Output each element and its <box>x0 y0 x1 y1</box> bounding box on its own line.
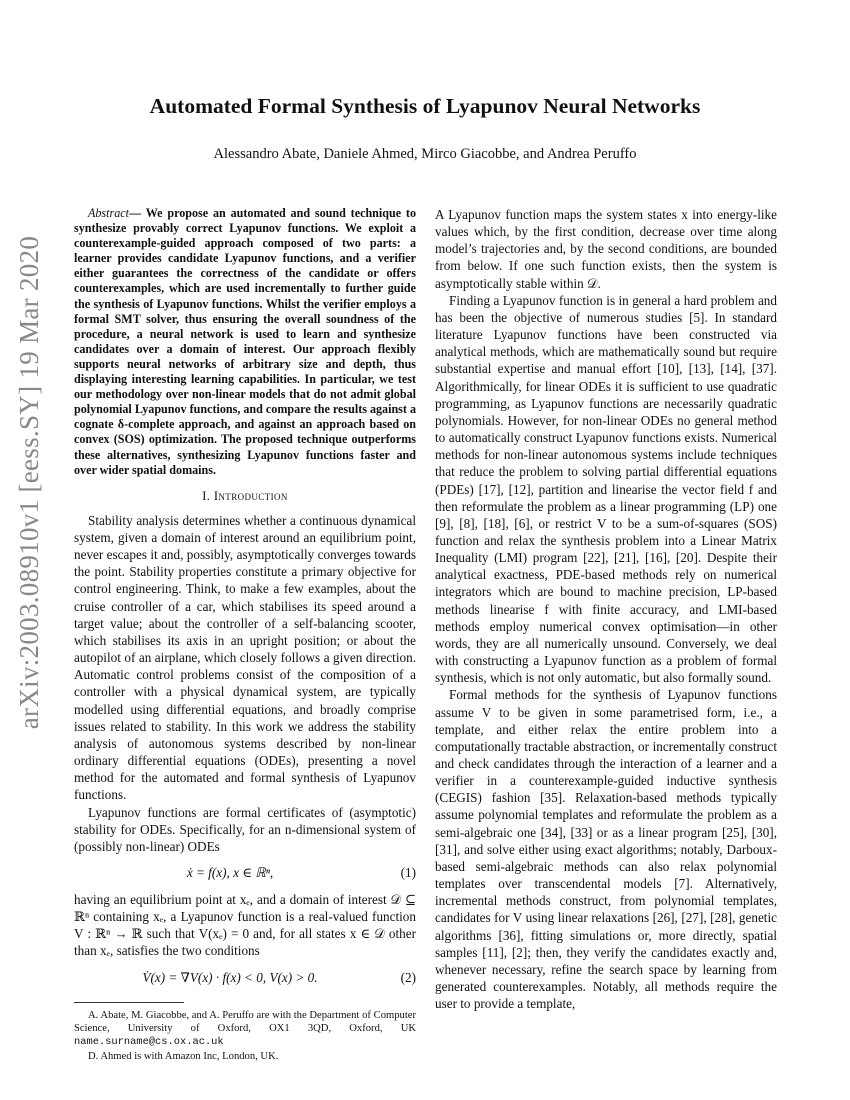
footnote-affiliation-text: A. Abate, M. Giacobbe, and A. Peruffo are with the Department of Computer Science, University of Oxford, OX1 3QD, Oxford, UK <box>74 1009 416 1034</box>
arxiv-side-stamp <box>4 235 56 730</box>
equation-1-number: (1) <box>400 865 416 881</box>
equation-1 <box>74 861 416 885</box>
section-number: I. <box>202 488 211 503</box>
section-heading-introduction <box>74 488 416 505</box>
right-paragraph-2: Finding a Lyapunov function is in general a hard problem and has been the objective of numerous studies [5]. In standard literature Lyapunov functions have been constructed via analytical methods, which are mathematically sound but require substantial expertise and manual effort [10], [13], [14], [37]. Algorithmically, for linear ODEs it is sufficient to use quadratic programming, as Lyapunov functions are necessarily quadratic polynomials. However, for non-linear ODEs no general method to automatically construct Lyapunov functions exists. Numerical methods for non-linear autonomous systems include techniques that reduce the problem to solving partial differential equations (PDEs) [17], [12], partition and linearise the vector field f and then reformulate the problem as a linear programming (LP) one [9], [8], [18], [6], or restrict V to be a sum-of-squares (SOS) function and relax the synthesis problem into a Linear Matrix Inequality (LMI) program [22], [21], [16], [20]. Despite their analytical exactness, PDE-based methods rely on numerical integrators which are bound to machine precision, LP-based methods linearise f with finite accuracy, and LMI-based methods employ numerical convex optimisation—in other words, they are all numerically unsound. Conversely, we deal with constructing a Lyapunov function as a problem of formal synthesis, which is not only automatic, but also formally sound. <box>435 292 777 686</box>
footnotes <box>74 1009 416 1063</box>
equation-1-body: ẋ = f(x), x ∈ ℝⁿ, <box>186 865 274 881</box>
paper-authors: Alessandro Abate, Daniele Ahmed, Mirco Giacobbe, and Andrea Peruffo <box>213 146 637 162</box>
right-paragraph-1: A Lyapunov function maps the system states x into energy-like values which, by the first condition, decrease over time along model’s trajectories and, by the second conditions, are bounded from below. If one such function exists, then the system is asymptotically stable within 𝒟. <box>435 207 777 291</box>
intro-paragraph-3: having an equilibrium point at xₑ, and a domain of interest 𝒟 ⊆ ℝⁿ containing xₑ, a Lyapunov function is a real-valued function V : ℝⁿ → ℝ such that V(xₑ) = 0 and, for all states x ∈ 𝒟 other than xₑ, satisfies the two conditions <box>74 891 416 959</box>
intro-paragraph-2: Lyapunov functions are formal certificates of (asymptotic) stability for ODEs. Specifically, for an n-dimensional system of (possibly non-linear) ODEs <box>74 804 416 854</box>
equation-2 <box>74 966 416 990</box>
footnote-rule <box>74 1002 184 1003</box>
equation-2-number: (2) <box>400 970 416 986</box>
abstract-text: — We propose an automated and sound technique to synthesize provably correct Lyapunov functions. We exploit a counterexample-guided approach composed of two parts: a learner provides candidate Lyapunov functions, and a verifier either guarantees the correctness of the candidate or offers counterexamples, which are used incrementally to further guide the synthesis of Lyapunov functions. Whilst the verifier employs a formal SMT solver, thus ensuring the overall soundness of the procedure, a neural network is used to learn and synthesize candidates over a domain of interest. Our approach flexibly supports neural networks of arbitrary size and depth, thus displaying interesting learning capabilities. In particular, we test our methodology over non-linear models that do not admit global polynomial Lyapunov functions, and compare the results against a cognate δ-complete approach, and against an approach based on convex (SOS) optimization. The proposed technique outperforms these alternatives, synthesizing Lyapunov functions faster and over wider spatial domains. <box>74 206 416 477</box>
abstract-label: Abstract <box>88 206 129 220</box>
intro-paragraph-1: Stability analysis determines whether a continuous dynamical system, given a domain of interest around an equilibrium point, never escapes it and, possibly, asymptotically converges towards the point. Stability properties constitute a primary objective for control engineering. Think, to make a few examples, about the cruise controller of a car, which stabilises its speed around a target value; about the controller of a self-balancing scooter, which stabilises its axis in an upright position; or about the autopilot of an airplane, which closely follows a given direction. Automatic control problems consist of the composition of a controller with a physical dynamical system, are typically modelled using differential equations, and broadly comprise issues related to stability. In this work we address the stability analysis of autonomous systems described by non-linear ordinary differential equations (ODEs), presenting a novel method for the automated and formal synthesis of Lyapunov functions. <box>74 512 416 803</box>
right-column <box>435 206 777 1012</box>
abstract <box>74 206 416 478</box>
section-title: Introduction <box>213 488 288 503</box>
left-column <box>74 206 416 1064</box>
paper-title: Automated Formal Synthesis of Lyapunov Neural Networks <box>149 94 701 118</box>
equation-2-body: V̇(x) = ∇V(x) · f(x) < 0, V(x) > 0. <box>142 970 318 986</box>
footnote-email: name.surname@cs.ox.ac.uk <box>74 1035 224 1048</box>
arxiv-identifier: arXiv:2003.08910v1 [eess.SY] 19 Mar 2020 <box>14 235 45 730</box>
footnote-affiliation-amazon: D. Ahmed is with Amazon Inc, London, UK. <box>88 1050 279 1062</box>
footnote-affiliation-oxford <box>74 1009 416 1049</box>
right-paragraph-3: Formal methods for the synthesis of Lyapunov functions assume V to be given in some parametrised form, i.e., a template, and either relax the entire problem into a computationally tractable abstraction, or incrementally construct and check candidates through the interaction of a learner and a verifier in a counterexample-guided inductive synthesis (CEGIS) fashion [35]. Relaxation-based methods typically assume polynomial templates and reformulate the problem as a semi-algebraic one [34], [33] or as a linear program [25], [30], [31], and solve either using exact algorithms; notably, Darboux-based semi-algebraic methods can also relax polynomial templates over transcendental models [7]. Alternatively, incremental methods construct, from polynomial templates, candidates for V using linear relaxations [26], [27], [28], genetic algorithms [36], fitting simulations or, more directly, spatial samples [11], [2]; then, they verify the candidates exactly and, whenever necessary, refine the search space by learning from generated counterexamples. Notably, all methods require the user to provide a template, <box>435 687 777 1012</box>
